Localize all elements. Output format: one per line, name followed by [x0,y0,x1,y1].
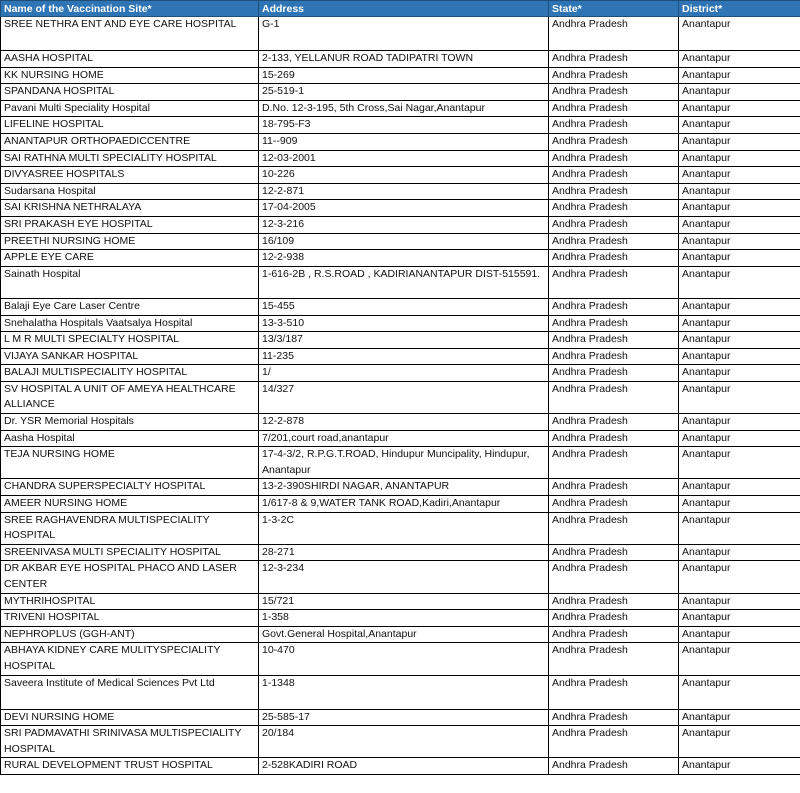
table-row [1,496,800,513]
state-cell: Andhra Pradesh [549,593,679,610]
district-cell: Anantapur [679,348,800,365]
district-cell: Anantapur [679,593,800,610]
site-name-cell: TEJA NURSING HOME [1,447,259,479]
address-cell: 2-133, YELLANUR ROAD TADIPATRI TOWN [259,51,549,68]
state-cell: Andhra Pradesh [549,496,679,513]
state-cell: Andhra Pradesh [549,133,679,150]
state-cell: Andhra Pradesh [549,183,679,200]
state-cell: Andhra Pradesh [549,266,679,298]
table-row [1,266,800,298]
table-row [1,133,800,150]
district-cell: Anantapur [679,332,800,349]
address-cell: D.No. 12-3-195, 5th Cross,Sai Nagar,Anantapur [259,100,549,117]
column-header-address: Address [259,1,549,17]
table-row [1,67,800,84]
state-cell: Andhra Pradesh [549,84,679,101]
table-row [1,758,800,775]
site-name-cell: BALAJI MULTISPECIALITY HOSPITAL [1,365,259,382]
address-cell: 28-271 [259,544,549,561]
state-cell: Andhra Pradesh [549,479,679,496]
site-name-cell: SAI KRISHNA NETHRALAYA [1,200,259,217]
state-cell: Andhra Pradesh [549,216,679,233]
address-cell: 20/184 [259,726,549,758]
site-name-cell: SRI PRAKASH EYE HOSPITAL [1,216,259,233]
table-row [1,544,800,561]
district-cell: Anantapur [679,381,800,413]
site-name-cell: TRIVENI HOSPITAL [1,610,259,627]
district-cell: Anantapur [679,183,800,200]
state-cell: Andhra Pradesh [549,200,679,217]
state-cell: Andhra Pradesh [549,150,679,167]
district-cell: Anantapur [679,100,800,117]
address-cell: 15-455 [259,298,549,315]
state-cell: Andhra Pradesh [549,544,679,561]
state-cell: Andhra Pradesh [549,67,679,84]
site-name-cell: SRI PADMAVATHI SRINIVASA MULTISPECIALITY HOSPITAL [1,726,259,758]
site-name-cell: APPLE EYE CARE [1,250,259,267]
district-cell: Anantapur [679,17,800,51]
district-cell: Anantapur [679,117,800,134]
table-row [1,200,800,217]
district-cell: Anantapur [679,133,800,150]
state-cell: Andhra Pradesh [549,758,679,775]
district-cell: Anantapur [679,512,800,544]
address-cell: 1-358 [259,610,549,627]
site-name-cell: DR AKBAR EYE HOSPITAL PHACO AND LASER CENTER [1,561,259,593]
table-row [1,512,800,544]
address-cell: 25-519-1 [259,84,549,101]
state-cell: Andhra Pradesh [549,447,679,479]
state-cell: Andhra Pradesh [549,643,679,675]
state-cell: Andhra Pradesh [549,315,679,332]
site-name-cell: LIFELINE HOSPITAL [1,117,259,134]
site-name-cell: Snehalatha Hospitals Vaatsalya Hospital [1,315,259,332]
state-cell: Andhra Pradesh [549,610,679,627]
state-cell: Andhra Pradesh [549,117,679,134]
district-cell: Anantapur [679,67,800,84]
table-row [1,561,800,593]
table-row [1,643,800,675]
state-cell: Andhra Pradesh [549,512,679,544]
table-row [1,100,800,117]
district-cell: Anantapur [679,414,800,431]
state-cell: Andhra Pradesh [549,100,679,117]
address-cell: 16/109 [259,233,549,250]
site-name-cell: SREE RAGHAVENDRA MULTISPECIALITY HOSPITAL [1,512,259,544]
address-cell: 7/201,court road,anantapur [259,430,549,447]
address-cell: 10-470 [259,643,549,675]
address-cell: 13-3-510 [259,315,549,332]
column-header-site-name: Name of the Vaccination Site* [1,1,259,17]
address-cell: 1-1348 [259,675,549,709]
table-row [1,626,800,643]
site-name-cell: Balaji Eye Care Laser Centre [1,298,259,315]
state-cell: Andhra Pradesh [549,250,679,267]
address-cell: 12-3-234 [259,561,549,593]
table-row [1,315,800,332]
site-name-cell: CHANDRA SUPERSPECIALTY HOSPITAL [1,479,259,496]
district-cell: Anantapur [679,216,800,233]
table-row [1,167,800,184]
table-row [1,17,800,51]
state-cell: Andhra Pradesh [549,726,679,758]
address-cell: 2-528KADIRI ROAD [259,758,549,775]
state-cell: Andhra Pradesh [549,167,679,184]
district-cell: Anantapur [679,233,800,250]
table-row [1,84,800,101]
address-cell: 18-795-F3 [259,117,549,134]
table-row [1,150,800,167]
address-cell: G-1 [259,17,549,51]
table-row [1,610,800,627]
address-cell: 1-3-2C [259,512,549,544]
state-cell: Andhra Pradesh [549,675,679,709]
site-name-cell: VIJAYA SANKAR HOSPITAL [1,348,259,365]
state-cell: Andhra Pradesh [549,233,679,250]
site-name-cell: MYTHRIHOSPITAL [1,593,259,610]
district-cell: Anantapur [679,84,800,101]
address-cell: 12-3-216 [259,216,549,233]
site-name-cell: PREETHI NURSING HOME [1,233,259,250]
site-name-cell: ANANTAPUR ORTHOPAEDICCENTRE [1,133,259,150]
district-cell: Anantapur [679,298,800,315]
site-name-cell: DEVI NURSING HOME [1,709,259,726]
site-name-cell: Sainath Hospital [1,266,259,298]
address-cell: 15-269 [259,67,549,84]
site-name-cell: SREE NETHRA ENT AND EYE CARE HOSPITAL [1,17,259,51]
table-row [1,430,800,447]
district-cell: Anantapur [679,150,800,167]
district-cell: Anantapur [679,167,800,184]
table-row [1,479,800,496]
address-cell: 1/ [259,365,549,382]
address-cell: 15/721 [259,593,549,610]
district-cell: Anantapur [679,544,800,561]
site-name-cell: ABHAYA KIDNEY CARE MULITYSPECIALITY HOSPITAL [1,643,259,675]
address-cell: 11--909 [259,133,549,150]
district-cell: Anantapur [679,447,800,479]
state-cell: Andhra Pradesh [549,298,679,315]
site-name-cell: KK NURSING HOME [1,67,259,84]
state-cell: Andhra Pradesh [549,626,679,643]
table-row [1,675,800,709]
district-cell: Anantapur [679,758,800,775]
table-row [1,348,800,365]
district-cell: Anantapur [679,626,800,643]
address-cell: 14/327 [259,381,549,413]
site-name-cell: SREENIVASA MULTI SPECIALITY HOSPITAL [1,544,259,561]
district-cell: Anantapur [679,643,800,675]
address-cell: 13-2-390SHIRDI NAGAR, ANANTAPUR [259,479,549,496]
site-name-cell: L M R MULTI SPECIALTY HOSPITAL [1,332,259,349]
table-row [1,298,800,315]
district-cell: Anantapur [679,51,800,68]
district-cell: Anantapur [679,479,800,496]
address-cell: 25-585-17 [259,709,549,726]
site-name-cell: Sudarsana Hospital [1,183,259,200]
address-cell: 1/617-8 & 9,WATER TANK ROAD,Kadiri,Anantapur [259,496,549,513]
table-row [1,332,800,349]
state-cell: Andhra Pradesh [549,348,679,365]
district-cell: Anantapur [679,561,800,593]
site-name-cell: SPANDANA HOSPITAL [1,84,259,101]
header-row [1,1,800,17]
address-cell: 10-226 [259,167,549,184]
district-cell: Anantapur [679,496,800,513]
table-row [1,726,800,758]
district-cell: Anantapur [679,365,800,382]
address-cell: 12-2-938 [259,250,549,267]
table-row [1,365,800,382]
site-name-cell: Dr. YSR Memorial Hospitals [1,414,259,431]
state-cell: Andhra Pradesh [549,709,679,726]
district-cell: Anantapur [679,430,800,447]
state-cell: Andhra Pradesh [549,430,679,447]
address-cell: 12-03-2001 [259,150,549,167]
address-cell: 12-2-871 [259,183,549,200]
district-cell: Anantapur [679,250,800,267]
table-row [1,381,800,413]
state-cell: Andhra Pradesh [549,17,679,51]
column-header-state: State* [549,1,679,17]
table-row [1,216,800,233]
address-cell: 13/3/187 [259,332,549,349]
site-name-cell: Saveera Institute of Medical Sciences Pvt Ltd [1,675,259,709]
state-cell: Andhra Pradesh [549,332,679,349]
site-name-cell: SAI RATHNA MULTI SPECIALITY HOSPITAL [1,150,259,167]
table-row [1,593,800,610]
district-cell: Anantapur [679,266,800,298]
site-name-cell: RURAL DEVELOPMENT TRUST HOSPITAL [1,758,259,775]
site-name-cell: AMEER NURSING HOME [1,496,259,513]
site-name-cell: Aasha Hospital [1,430,259,447]
table-row [1,233,800,250]
district-cell: Anantapur [679,709,800,726]
site-name-cell: NEPHROPLUS (GGH-ANT) [1,626,259,643]
table-row [1,709,800,726]
state-cell: Andhra Pradesh [549,365,679,382]
address-cell: 11-235 [259,348,549,365]
address-cell: Govt.General Hospital,Anantapur [259,626,549,643]
address-cell: 1-616-2B , R.S.ROAD , KADIRIANANTAPUR DIST-515591. [259,266,549,298]
table-row [1,250,800,267]
state-cell: Andhra Pradesh [549,51,679,68]
district-cell: Anantapur [679,315,800,332]
table-row [1,51,800,68]
table-row [1,447,800,479]
district-cell: Anantapur [679,726,800,758]
site-name-cell: Pavani Multi Speciality Hospital [1,100,259,117]
state-cell: Andhra Pradesh [549,414,679,431]
address-cell: 17-04-2005 [259,200,549,217]
address-cell: 17-4-3/2, R.P.G.T.ROAD, Hindupur Muncipality, Hindupur, Anantapur [259,447,549,479]
state-cell: Andhra Pradesh [549,561,679,593]
table-row [1,414,800,431]
district-cell: Anantapur [679,200,800,217]
table-row [1,117,800,134]
district-cell: Anantapur [679,610,800,627]
table-row [1,183,800,200]
district-cell: Anantapur [679,675,800,709]
address-cell: 12-2-878 [259,414,549,431]
site-name-cell: AASHA HOSPITAL [1,51,259,68]
column-header-district: District* [679,1,800,17]
state-cell: Andhra Pradesh [549,381,679,413]
site-name-cell: DIVYASREE HOSPITALS [1,167,259,184]
site-name-cell: SV HOSPITAL A UNIT OF AMEYA HEALTHCARE ALLIANCE [1,381,259,413]
